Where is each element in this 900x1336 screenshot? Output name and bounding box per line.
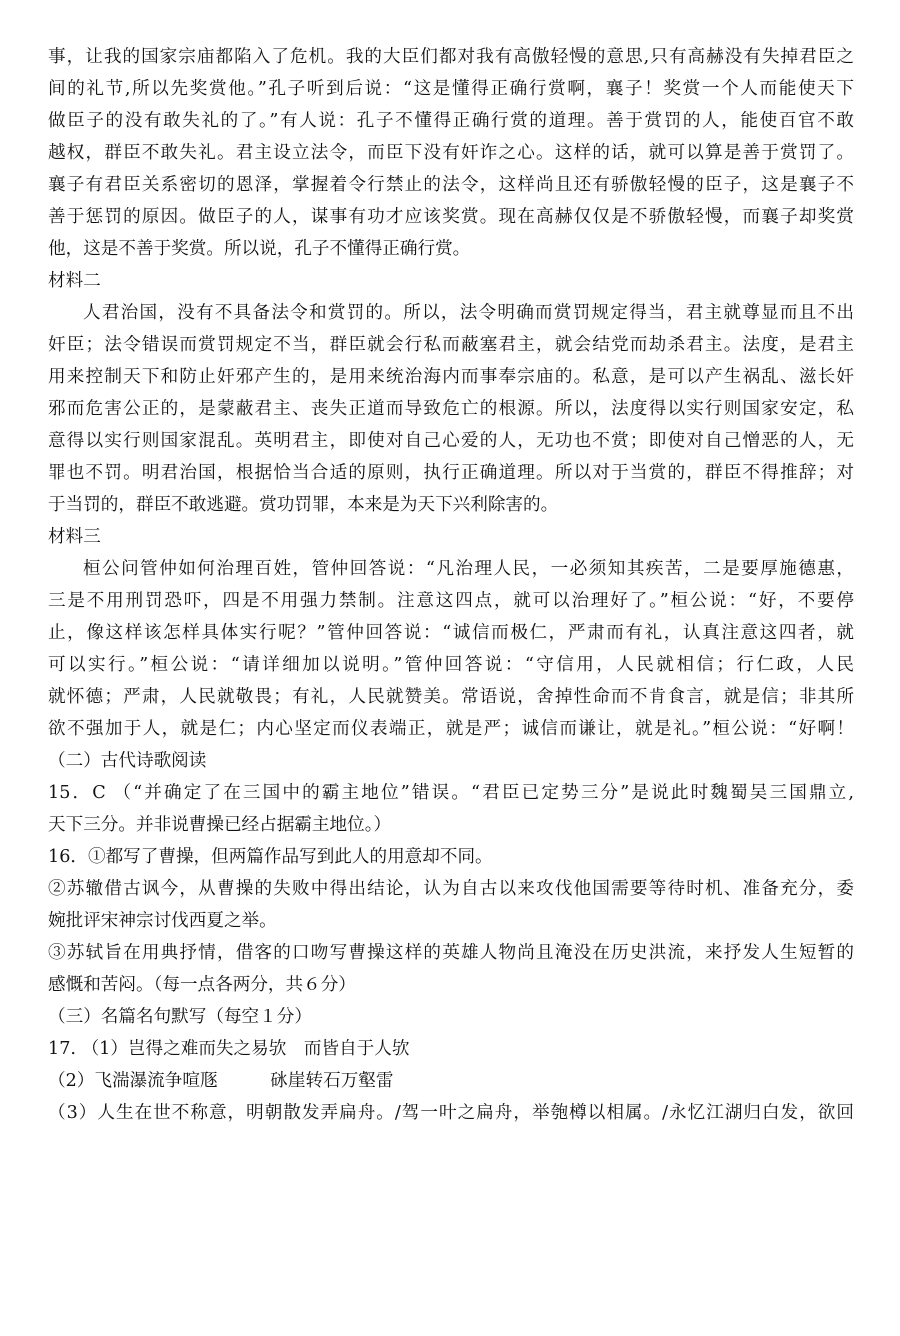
text-line: 天下三分。并非说曹操已经占据霸主地位。） <box>48 815 392 835</box>
text-line: 事，让我的国家宗庙都陷入了危机。我的大臣们都对我有高傲轻慢的意思,只有高赫没有失掉君臣之 <box>48 47 854 67</box>
text-line: 奸臣；法令错误而赏罚规定不当，群臣就会行私而蔽塞君主，就会结党而劫杀君主。法度，是君主 <box>48 335 854 355</box>
text-line: 可以实行。”桓公说：“请详细加以说明。”管仲回答说：“守信用，人民就相信；行仁政，人民 <box>48 655 854 675</box>
text-line: 三是不用刑罚恐吓，四是不用强力禁制。注意这四点，就可以治理好了。”桓公说：“好，不要停 <box>48 591 854 611</box>
text-line: 人君治国，没有不具备法令和赏罚的。所以，法令明确而赏罚规定得当，君主就尊显而且不出 <box>83 303 854 323</box>
text-line: 他，这是不善于奖赏。所以说，孔子不懂得正确行赏。 <box>48 239 471 259</box>
section-famous-lines-heading: （三）名篇名句默写（每空１分） <box>48 1007 312 1027</box>
text-line: 善于惩罚的原因。做臣子的人，谋事有功才应该奖赏。现在高赫仅仅是不骄傲轻慢，而襄子却奖赏 <box>48 207 854 227</box>
text-line: ③苏轼旨在用典抒情，借客的口吻写曹操这样的英雄人物尚且淹没在历史洪流，来抒发人生短暂的 <box>48 943 854 963</box>
text-line: 感慨和苦闷。（每一点各两分，共６分） <box>48 975 356 995</box>
text-line: 襄子有君臣关系密切的恩泽，掌握着令行禁止的法令，这样尚且还有骄傲轻慢的臣子，这是襄子不 <box>48 175 854 195</box>
material-one-paragraph <box>48 41 854 265</box>
text-line: 17. （1）岂得之难而失之易欤 而皆自于人欤 <box>48 1039 410 1059</box>
text-line: 就怀德；严肃，人民就敬畏；有礼，人民就赞美。常语说，舍掉性命而不肯食言，就是信；非其所 <box>48 687 854 707</box>
text-line: 15．C （“并确定了在三国中的霸主地位”错误。“君臣已定势三分”是说此时魏蜀吴三国鼎立, <box>48 783 854 803</box>
text-line: 止，像这样该怎样具体实行呢？”管仲回答说：“诚信而极仁，严肃而有礼，认真注意这四者，就 <box>48 623 854 643</box>
text-line: 邪而危害公正的，是蒙蔽君主、丧失正道而导致危亡的根源。所以，法度得以实行则国家安定，私 <box>48 399 854 419</box>
text-line: 意得以实行则国家混乱。英明君主，即使对自己心爱的人，无功也不赏；即使对自己憎恶的人，无 <box>48 431 854 451</box>
text-line: 间的礼节,所以先奖赏他。”孔子听到后说：“这是懂得正确行赏啊，襄子！奖赏一个人而能使天下 <box>48 79 854 99</box>
text-line: 桓公问管仲如何治理百姓，管仲回答说：“凡治理人民，一必须知其疾苦，二是要厚施德惠， <box>83 559 854 579</box>
text-line: 欲不强加于人，就是仁；内心坚定而仪表端正，就是严；诚信而谦让，就是礼。”桓公说：“好啊！ <box>48 719 854 739</box>
material-two-heading: 材料二 <box>48 271 101 291</box>
material-three-paragraph <box>48 553 854 745</box>
answer-15 <box>48 777 854 841</box>
answer-17 <box>48 1033 854 1129</box>
text-line: 婉批评宋神宗讨伐西夏之举。 <box>48 911 277 931</box>
text-line: 于当罚的，群臣不敢逃避。赏功罚罪，本来是为天下兴利除害的。 <box>48 495 559 515</box>
section-ancient-poetry-heading: （二）古代诗歌阅读 <box>48 751 207 771</box>
text-line: 用来控制天下和防止奸邪产生的，是用来统治海内而事奉宗庙的。私意，是可以产生祸乱、滋长奸 <box>48 367 854 387</box>
text-line: ②苏辙借古讽今，从曹操的失败中得出结论，认为自古以来攻伐他国需要等待时机、准备充分，委 <box>48 879 854 899</box>
text-line: （3）人生在世不称意，明朝散发弄扁舟。/驾一叶之扁舟，举匏樽以相属。/永忆江湖归白发，欲回 <box>48 1103 854 1123</box>
text-line: 16．①都写了曹操，但两篇作品写到此人的用意却不同。 <box>48 847 493 867</box>
text-line: 做臣子的没有敢失礼的了。”有人说：孔子不懂得正确行赏的道理。善于赏罚的人，能使百官不敢 <box>48 111 854 131</box>
answer-16 <box>48 841 854 1001</box>
text-line: 越权，群臣不敢失礼。君主设立法令，而臣下没有奸诈之心。这样的话，就可以算是善于赏罚了。 <box>48 143 854 163</box>
text-line: （2）飞湍瀑流争喧豗 砯崖转石万壑雷 <box>48 1071 394 1091</box>
text-line: 罪也不罚。明君治国，根据恰当合适的原则，执行正确道理。所以对于当赏的，群臣不得推辞；对 <box>48 463 854 483</box>
material-three-heading: 材料三 <box>48 527 101 547</box>
material-two-paragraph <box>48 297 854 521</box>
